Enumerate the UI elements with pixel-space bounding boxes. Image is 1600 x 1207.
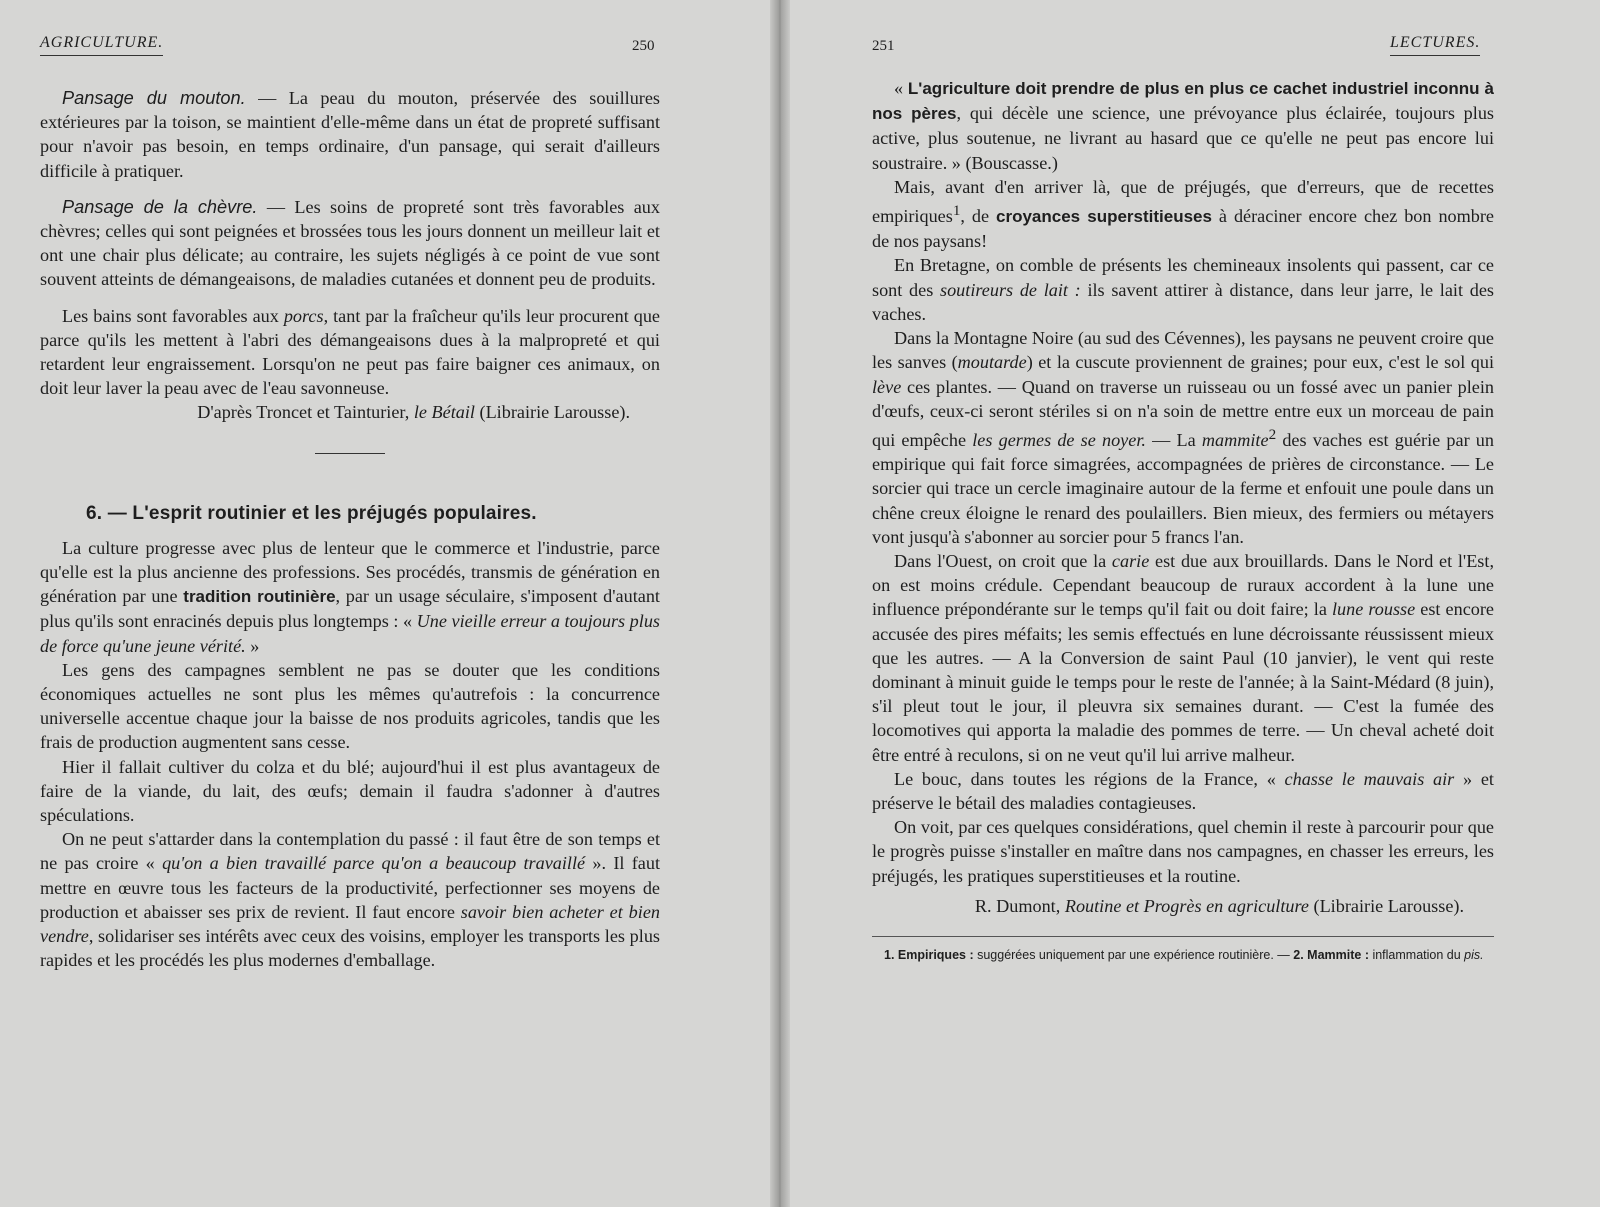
page-number-left: 250 xyxy=(632,38,655,54)
paragraph-contemplation-passe: On ne peut s'attarder dans la contemplation du passé : il faut être de son temps et ne pas croire « qu'on a bien travaillé parce qu'on a beaucoup travaillé ». Il faut mettre en œuvre tous les facteurs de la productivité, perfectionner ses moyens de production et abaisser ses prix de revient. Il faut encore savoir bien acheter et bien vendre, solidariser ses intérêts avec ceux des voisins, employer les transports les plus rapides et les procédés les plus modernes d'emballage. xyxy=(40,829,661,971)
running-head-left: AGRICULTURE. xyxy=(40,34,163,56)
section-heading: 6. — L'esprit routinier et les préjugés populaires. xyxy=(86,502,537,524)
source-citation-left: D'après Troncet et Tainturier, le Bétail (Librairie Larousse). xyxy=(197,402,630,423)
book-gutter xyxy=(770,0,790,1207)
paragraph-culture-progresse: La culture progresse avec plus de lenteur que le commerce et l'industrie, parce qu'elle est la plus ancienne des professions. Ses procédés, transmis de génération en génération par une tradition routinière, par un usage séculaire, s'imposent d'autant plus qu'ils sont enracinés depuis plus longtemps : « Une vieille erreur a toujours plus de force qu'une jeune vérité. » xyxy=(40,537,660,656)
paragraph-conclusion: On voit, par ces quelques considérations, quel chemin il reste à parcourir pour que le progrès puisse s'installer en maître dans nos campagnes, en chasser les erreurs, les préjugés, les pratiques superstitieuses et la routine. xyxy=(872,817,1494,886)
left-text-column xyxy=(40,86,660,973)
paragraph-montagne-noire: Dans la Montagne Noire (au sud des Cévennes), les paysans ne peuvent croire que les sanves (moutarde) et la cuscute proviennent de graines; pour eux, c'est le sol qui lève ces plantes. — Quand on traverse un ruisseau ou un fossé avec un panier plein d'œufs, ceux-ci seront stériles si on n'a soin de mettre entre eux un morceau de pain qui empêche les germes de se noyer. — La mammite$^2$ des vaches est guérie par un empirique qui fait force simagrées, accompagnées de prières de circonstance. — Le sorcier qui trace un cercle imaginaire autour de la ferme et enfouit une poule dans un chêne creux éloigne le renard des poulaillers. Bien mieux, des fermiers ou métayers vont jusqu'à s'abonner au sorcier pour 5 francs l'an. xyxy=(872,328,1495,547)
running-head-right: LECTURES. xyxy=(1390,34,1480,56)
paragraph-bretagne: En Bretagne, on comble de présents les chemineaux insolents qui passent, car ce sont des soutireurs de lait : ils savent attirer à distance, dans leur jarre, le lait des vaches. xyxy=(872,255,1494,324)
paragraph-bains-porcs: Les bains sont favorables aux porcs, tant par la fraîcheur qu'ils leur procurent que parce qu'ils les mettent à l'abri des démangeaisons dues à la malpropreté et qui retardent leur engraissement. Lorsqu'on ne peut pas faire baigner ces animaux, on doit leur laver la peau avec de l'eau savonneuse. xyxy=(40,305,660,399)
page-number-right: 251 xyxy=(872,38,895,54)
paragraph-pansage-mouton: Pansage du mouton. — La peau du mouton, préservée des souillures extérieures par la toison, se maintient d'elle-même dans un état de propreté suffisant pour n'avoir pas besoin, en temps ordinaire, d'un pansage, qui serait d'ailleurs difficile à pratiquer. xyxy=(40,88,660,181)
paragraph-bouc: Le bouc, dans toutes les régions de la France, « chasse le mauvais air » et préserve le bétail des maladies contagieuses. xyxy=(872,768,1494,814)
paragraph-hier: Hier il fallait cultiver du colza et du blé; aujourd'hui il est plus avantageux de faire de la viande, du lait, des œufs; demain il faudra s'adonner à d'autres spéculations. xyxy=(40,756,660,826)
paragraph-prejuges: Mais, avant d'en arriver là, que de préjugés, que d'erreurs, que de recettes empiriques$^1$, de croyances superstitieuses à déraciner encore chez bon nombre de nos paysans! xyxy=(872,176,1494,252)
paragraph-pansage-chevre: Pansage de la chèvre. — Les soins de propreté sont très favorables aux chèvres; celles qui sont peignées et brossées tous les jours donnent un meilleur lait et ont une chair plus délicate; au contraire, les sujets négligés à ce point de vue sont souvent atteints de démangeaisons, de maladies cutanées et donnent peu de produits. xyxy=(40,196,660,290)
footnote-rule xyxy=(872,936,1494,937)
left-page xyxy=(0,0,770,1207)
right-page xyxy=(790,0,1600,1207)
footnotes: 1. Empiriques : suggérées uniquement par une expérience routinière. — 2. Mammite : inflammation du pis. xyxy=(884,948,1484,963)
section-divider xyxy=(315,453,385,454)
right-text-column xyxy=(872,76,1494,964)
paragraph-cachet-industriel: « L'agriculture doit prendre de plus en plus ce cachet industriel inconnu à nos pères, qui décèle une science, une prévoyance plus éclairée, toujours plus active, plus soutenue, ne livrant au hasard que ce qu'elle ne peut pas encore lui soustraire. » (Bouscasse.) xyxy=(872,78,1495,173)
paragraph-gens-campagnes: Les gens des campagnes semblent ne pas se douter que les conditions économiques actuelles ne sont plus les mêmes qu'autrefois : la concurrence universelle accentue chaque jour la baisse de nos produits agricoles, tandis que les frais de production augmentent sans cesse. xyxy=(40,659,660,753)
source-citation-right: R. Dumont, Routine et Progrès en agriculture (Librairie Larousse). xyxy=(974,895,1464,916)
paragraph-ouest: Dans l'Ouest, on croit que la carie est due aux brouillards. Dans le Nord et l'Est, on est moins crédule. Cependant beaucoup de ruraux accordent à la lune une influence prépondérante sur le temps qu'il fait ou doit faire; la lune rousse est encore accusée des pires méfaits; les semis effectués en lune décroissante réussissent mieux que les autres. — A la Conversion de saint Paul (10 janvier), le vent qui reste dominant à minuit guide le temps pour le reste de l'année; à la Saint-Médard (8 juin), s'il pleut tout le jour, il pleuvra six semaines durant. — C'est la fumée des locomotives qui apporta la maladie des pommes de terre. — Un cheval acheté doit être entré à reculons, si on ne veut qu'il lui arrive malheur. xyxy=(872,550,1494,765)
